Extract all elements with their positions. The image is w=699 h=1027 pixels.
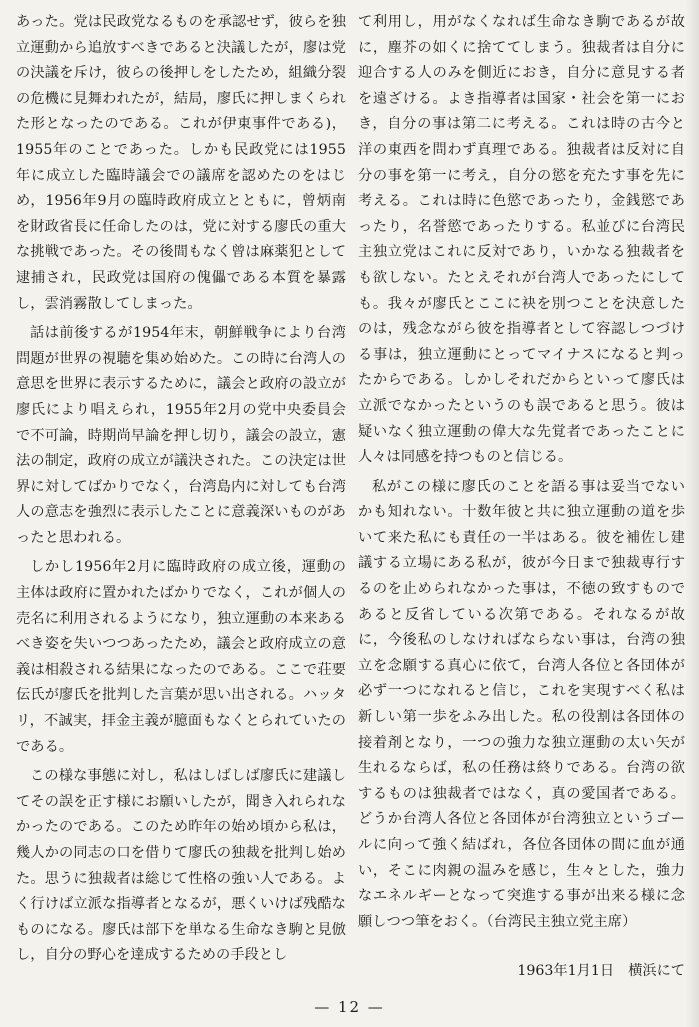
right-column — [358, 10, 685, 939]
paragraph: 私がこの様に廖氏のことを語る事は妥当でないかも知れない。十数年彼と共に独立運動の道を歩いて来た私にも責任の一半はある。彼を補佐し建議する立場にある私が，彼が今日まで独裁専行するのを止められなかった事は，不徳の致すものであると反省している次第である。それなるが故に，今後私のしなければならない事は，台湾の独立を念願する真心に依て，台湾人各位と各団体が必ず一つになれると信じ，これを実現すべく私は新しい第一歩をふみ出した。私の役割は各団体の接着剤となり，一つの強力な独立運動の太い矢が生れるならば，私の任務は終りである。台湾の欲するものは独裁者ではなく，真の愛国者である。どうか台湾人各位と各団体が台湾独立というゴールに向って強く結ばれ，各位各団体の間に血が通い，そこに肉親の温みを感じ，生々とした，強力なエネルギーとなって突進する事が出来る様に念願しつつ筆をおく。（台湾民主独立党主席） — [358, 478, 685, 930]
paragraph: て利用し，用がなくなれば生命なき駒であるが故に，塵芥の如くに捨ててしまう。独裁者は自分に迎合する人のみを側近におき，自分に意見する者を遠ざける。よき指導者は国家・社会を第一におき，自分の事は第二に考える。これは時の古今と洋の東西を問わず真理である。独裁者は反対に自分の事を第一に考え，自分の慾を充たす事を先に考える。これは時に色慾であったり，金銭慾であったり，名誉慾であったりする。私並びに台湾民主独立党はこれに反対であり，いかなる独裁者をも欲しない。たとえそれが台湾人であったにしても。我々が廖氏とここに袂を別つことを決意したのは，残念ながら彼を指導者として容認しつづける事は，独立運動にとってマイナスになると判ったからである。しかしそれだからといって廖氏は立派でなかったというのも誤であると思う。彼は疑いなく独立運動の偉大な先覚者であったことに人々は同感を持つものと信じる。 — [358, 14, 685, 466]
paragraph: あった。党は民政党なるものを承認せず，彼らを独立運動から追放すべきであると決議したが，廖は党の決議を斥け，彼らの後押しをしたため，組織分裂の危機に見舞われたが，結局，廖氏に押しまくられた形となったのである。これが伊東事件である)，1955年のことであった。しかも民政党には1955年に成立した臨時議会での議席を認めたのをはじめ，1956年9月の臨時政府成立とともに，曾炳南を財政省長に任命したのは，党に対する廖氏の重大な挑戦であった。その後間もなく曾は麻薬犯として逮捕され，民政党は国府の傀儡である本質を暴露し，雲消霧散してしまった。 — [16, 14, 346, 312]
left-column — [16, 10, 346, 973]
dateline: 1963年1月1日 横浜にて — [517, 963, 685, 979]
paragraph: しかし1956年2月に臨時政府の成立後，運動の主体は政府に置かれたばかりでなく，これが個人の売名に利用されるようになり，独立運動の本来あるべき姿を失いつつあったため，議会と政府成立の意義は相殺される結果になったのである。ここで荘要伝氏が廖氏を批判した言葉が思い出される。ハッタリ，不誠実，拝金主義が臆面もなくとられていたのである。 — [16, 559, 346, 755]
paragraph: 話は前後するが1954年末，朝鮮戦争により台湾問題が世界の視聴を集め始めた。この時に台湾人の意思を世界に表示するために，議会と政府の設立が廖氏により唱えられ，1955年2月の党中央委員会で不可論，時期尚早論を押し切り，議会の設立，憲法の制定，政府の成立が議決された。この決定は世界に対してばかりでなく，台湾島内に対しても台湾人の意志を強烈に表示したことに意義深いものがあったと思われる。 — [16, 325, 346, 546]
page-edge-shadow — [685, 0, 699, 1027]
page-number: — 12 — — [314, 998, 385, 1016]
paragraph: この様な事態に対し，私はしばしば廖氏に建議してその誤を正す様にお願いしたが，聞き入れられなかったのである。このため昨年の始め頃から私は，幾人かの同志の口を借りて廖氏の独裁を批判し始めた。思うに独裁者は総じて性格の強い人である。よく行けば立派な指導者となるが，悪くいけば残酷なものになる。廖氏は部下を単なる生命なき駒と見倣し，自分の野心を達成するための手段とし — [16, 768, 346, 964]
